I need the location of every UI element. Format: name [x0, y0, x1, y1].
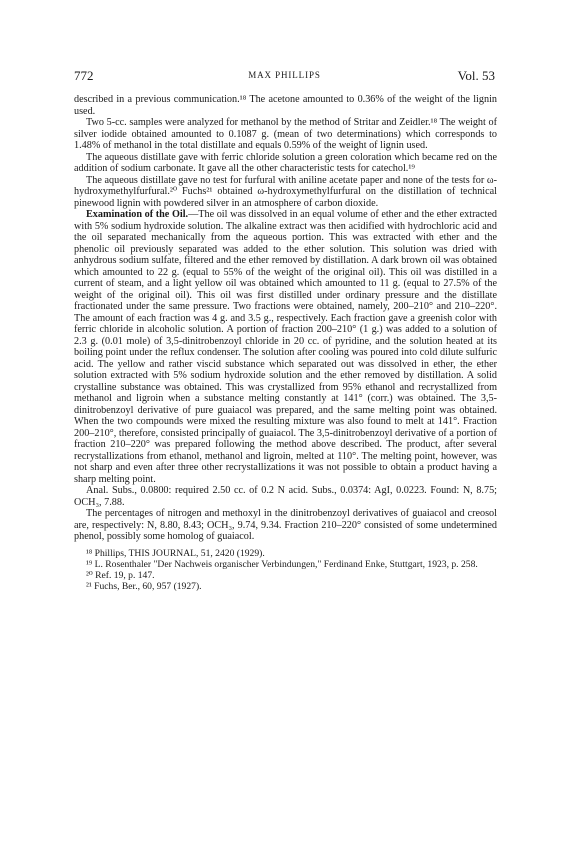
paragraph-analysis: Anal. Subs., 0.0800: required 2.50 cc. of 0.2 N acid. Subs., 0.0374: AgI, 0.0223. Found: N, 8.75; OCH₃, 7.88. — [74, 485, 497, 508]
paragraph-examination-of-oil — [74, 209, 497, 485]
paragraph-acetone: described in a previous communication.¹⁸ The acetone amounted to 0.36% of the weight of the lignin used. — [74, 94, 497, 117]
paragraph-ferric-chloride: The aqueous distillate gave with ferric chloride solution a green coloration which became red on the addition of sodium carbonate. It gave all the other characteristic tests for catechol.¹⁹ — [74, 151, 497, 174]
footnote-20: ²⁰ Ref. 19, p. 147. — [86, 569, 155, 581]
footnote-21: ²¹ Fuchs, Ber., 60, 957 (1927). — [86, 580, 202, 592]
footnote-19: ¹⁹ L. Rosenthaler "Der Nachweis organischer Verbindungen," Ferdinand Enke, Stuttgart, 1923, p. 258. — [86, 558, 478, 570]
paragraph-methanol: Two 5-cc. samples were analyzed for methanol by the method of Stritar and Zeidler.¹⁸ The weight of silver iodide obtained amounted to 0.1087 g. (mean of two determinations) which corresponds to 1.48% of methanol in the total distillate and equals 0.59% of the weight of lignin used. — [74, 117, 497, 151]
section-heading: Examination of the Oil. — [86, 209, 189, 220]
footnote-18: ¹⁸ Phillips, THIS JOURNAL, 51, 2420 (1929). — [86, 547, 265, 559]
article-body — [74, 94, 497, 592]
page-header — [74, 68, 495, 84]
page-number: 772 — [74, 68, 94, 83]
paragraph-percentages: The percentages of nitrogen and methoxyl in the dinitrobenzoyl derivatives of guaiacol and creosol are, respectively: N, 8.80, 8.43; OCH₃, 9.74, 9.34. Fraction 210–220° consisted of some undetermined phenol, possibly some homolog of guaiacol. — [74, 508, 497, 542]
paragraph-furfural: The aqueous distillate gave no test for furfural with aniline acetate paper and none of the tests for ω-hydroxymethylfurfural.²⁰ Fuchs²¹ obtained ω-hydroxymethylfurfural on the distillation of technical pinewood lignin with powdered silver in an atmosphere of carbon dioxide. — [74, 174, 497, 209]
examination-text: —The oil was dissolved in an equal volume of ether and the ether extracted with 5% sodium hydroxide solution. The alkaline extract was then acidified with hydrochloric acid and the oil separated mechanically from the aqueous portion. This was extracted with ether and the phenolic oil previously separated was added to the ether solution. This solution was dried with anhydrous sodium sulfate, filtered and the ether removed by distillation. A dark brown oil was obtained which amounted to 22 g. (equal to 55% of the weight of the original oil). This oil was distilled in a current of steam, and a light yellow oil was obtained which amounted to 11 g. (equal to 27.5% of the weight of the original oil). This oil was first distilled under ordinary pressure and the distillate fractionated under the same pressure. Two fractions were obtained, namely, 200–210° and 210–220°. The amount of each fraction was 4 g. and 3.5 g., respectively. Each fraction gave a greenish color with ferric chloride in alcoholic solution. A portion of fraction 200–210° (1 g.) was added to a solution of 2.3 g. (0.01 mole) of 3,5-dinitrobenzoyl chloride in 20 cc. of pyridine, and the solution heated at its boiling point under the reflux condenser. The solution after cooling was poured into cold dilute sulfuric acid. The yellow and rather viscid substance which separated out was dissolved in ether, the ether solution extracted with 5% sodium hydroxide solution and the ether removed by distillation. A solid crystalline substance was obtained. This was crystallized from 95% ethanol and recrystallized from methanol and ligroin when a substance melting constantly at 141° (corr.) was obtained. The 3,5-dinitrobenzoyl derivative of pure guaiacol was prepared, and the same melting point was obtained. When the two compounds were mixed the resulting mixture was also found to melt at 141°. Fraction 200–210°, therefore, consisted principally of guaiacol. The 3,5-dinitrobenzoyl derivative of a portion of fraction 210–220° was prepared following the method above described. The product, after several recrystallizations from ethanol, methanol and ligroin, melted at 110°. The melting point, however, was not sharp and even after three other recrystallizations it was not possible to obtain a product having a sharp melting point. — [74, 209, 497, 485]
volume-label: Vol. 53 — [457, 68, 495, 83]
footnotes — [74, 548, 497, 592]
running-title: MAX PHILLIPS — [248, 70, 321, 80]
